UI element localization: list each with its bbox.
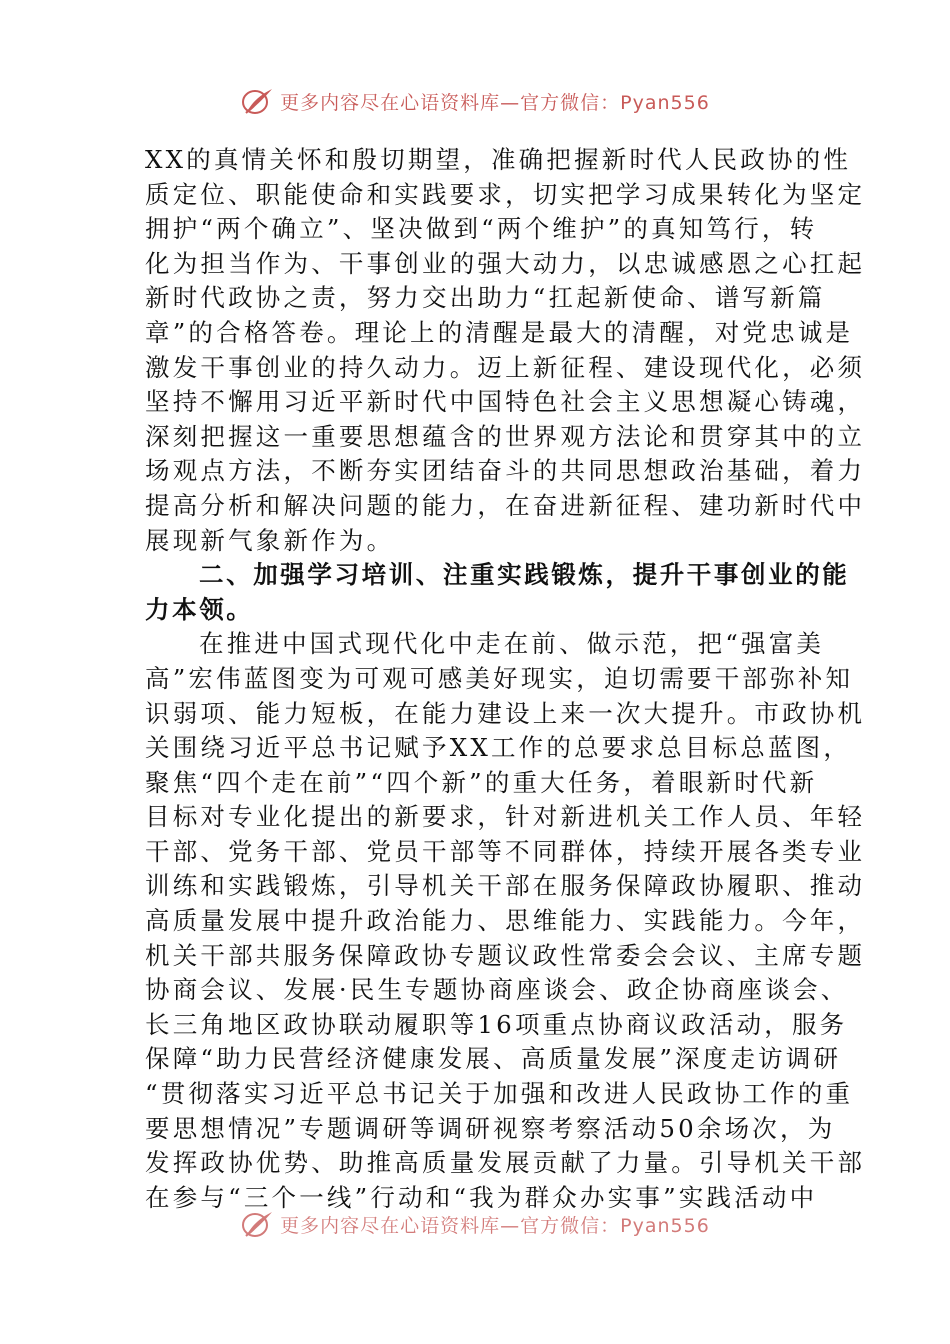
paragraph-2 xyxy=(145,627,866,1215)
text-line: 力本领。 xyxy=(145,594,254,624)
text-line: 协商会议、发展·民生专题协商座谈会、政企协商座谈会、 xyxy=(145,975,849,1005)
text-line: 识弱项、能力短板，在能力建设上来一次大提升。市政协机 xyxy=(145,698,866,728)
text-line: 要思想情况”专题调研等调研视察考察活动50余场次，为 xyxy=(145,1113,836,1143)
text-line: 目标对专业化提出的新要求，针对新进机关工作人员、年轻 xyxy=(145,802,866,832)
text-line: 化为担当作为、干事创业的强大动力，以忠诚感恩之心扛起 xyxy=(145,248,866,278)
text-line: 提高分析和解决问题的能力，在奋进新征程、建功新时代中 xyxy=(145,490,866,520)
text-line: 章”的合格答卷。理论上的清醒是最大的清醒，对党忠诚是 xyxy=(145,317,854,347)
feather-logo-icon xyxy=(240,86,274,116)
text-line: 展现新气象新作为。 xyxy=(145,525,395,555)
text-line: 激发干事创业的持久动力。迈上新征程、建设现代化，必须 xyxy=(145,352,866,382)
text-line: 高”宏伟蓝图变为可观可感美好现实，迫切需要干部弥补知 xyxy=(145,663,854,693)
text-line: 关围绕习近平总书记赋予XX工作的总要求总目标总蓝图， xyxy=(145,733,852,763)
watermark-header xyxy=(0,86,950,116)
text-line: 长三角地区政协联动履职等16项重点协商议政活动，服务 xyxy=(145,1009,848,1039)
text-line: 在参与“三个一线”行动和“我为群众办实事”实践活动中 xyxy=(145,1182,818,1212)
text-line: 坚持不懈用习近平新时代中国特色社会主义思想凝心铸魂， xyxy=(145,387,866,417)
text-line: 保障“助力民营经济健康发展、高质量发展”深度走访调研 xyxy=(145,1044,842,1074)
watermark-footer xyxy=(0,1209,950,1239)
text-line: 二、加强学习培训、注重实践锻炼，提升干事创业的能 xyxy=(199,560,850,590)
text-line: 训练和实践锻炼，引导机关干部在服务保障政协履职、推动 xyxy=(145,871,866,901)
text-line: 新时代政协之责，努力交出助力“扛起新使命、谱写新篇 xyxy=(145,283,826,313)
text-line: 质定位、职能使命和实践要求，切实把学习成果转化为坚定 xyxy=(145,179,866,209)
feather-logo-icon xyxy=(240,1209,274,1239)
text-line: 聚焦“四个走在前”“四个新”的重大任务，着眼新时代新 xyxy=(145,767,818,797)
text-line: “贯彻落实习近平总书记关于加强和改进人民政协工作的重 xyxy=(145,1079,854,1109)
text-line: 拥护“两个确立”、坚决做到“两个维护”的真知笃行，转 xyxy=(145,214,818,244)
text-line: 发挥政协优势、助推高质量发展贡献了力量。引导机关干部 xyxy=(145,1148,866,1178)
text-line: 高质量发展中提升政治能力、思维能力、实践能力。今年， xyxy=(145,906,866,936)
watermark-text: 更多内容尽在心语资料库—官方微信：Pyan556 xyxy=(280,1214,710,1237)
text-line: XX的真情关怀和殷切期望，准确把握新时代人民政协的性 xyxy=(145,145,852,174)
text-line: 机关干部共服务保障政协专题议政性常委会会议、主席专题 xyxy=(145,940,866,970)
text-line: 干部、党务干部、党员干部等不同群体，持续开展各类专业 xyxy=(145,836,866,866)
paragraph-1 xyxy=(145,143,866,558)
text-line: 在推进中国式现代化中走在前、做示范，把“强富美 xyxy=(199,629,825,659)
document-page xyxy=(145,143,866,1215)
section-heading-2 xyxy=(145,558,850,627)
watermark-text: 更多内容尽在心语资料库—官方微信：Pyan556 xyxy=(280,91,710,114)
text-line: 深刻把握这一重要思想蕴含的世界观方法论和贯穿其中的立 xyxy=(145,421,866,451)
text-line: 场观点方法，不断夯实团结奋斗的共同思想政治基础，着力 xyxy=(145,456,866,486)
